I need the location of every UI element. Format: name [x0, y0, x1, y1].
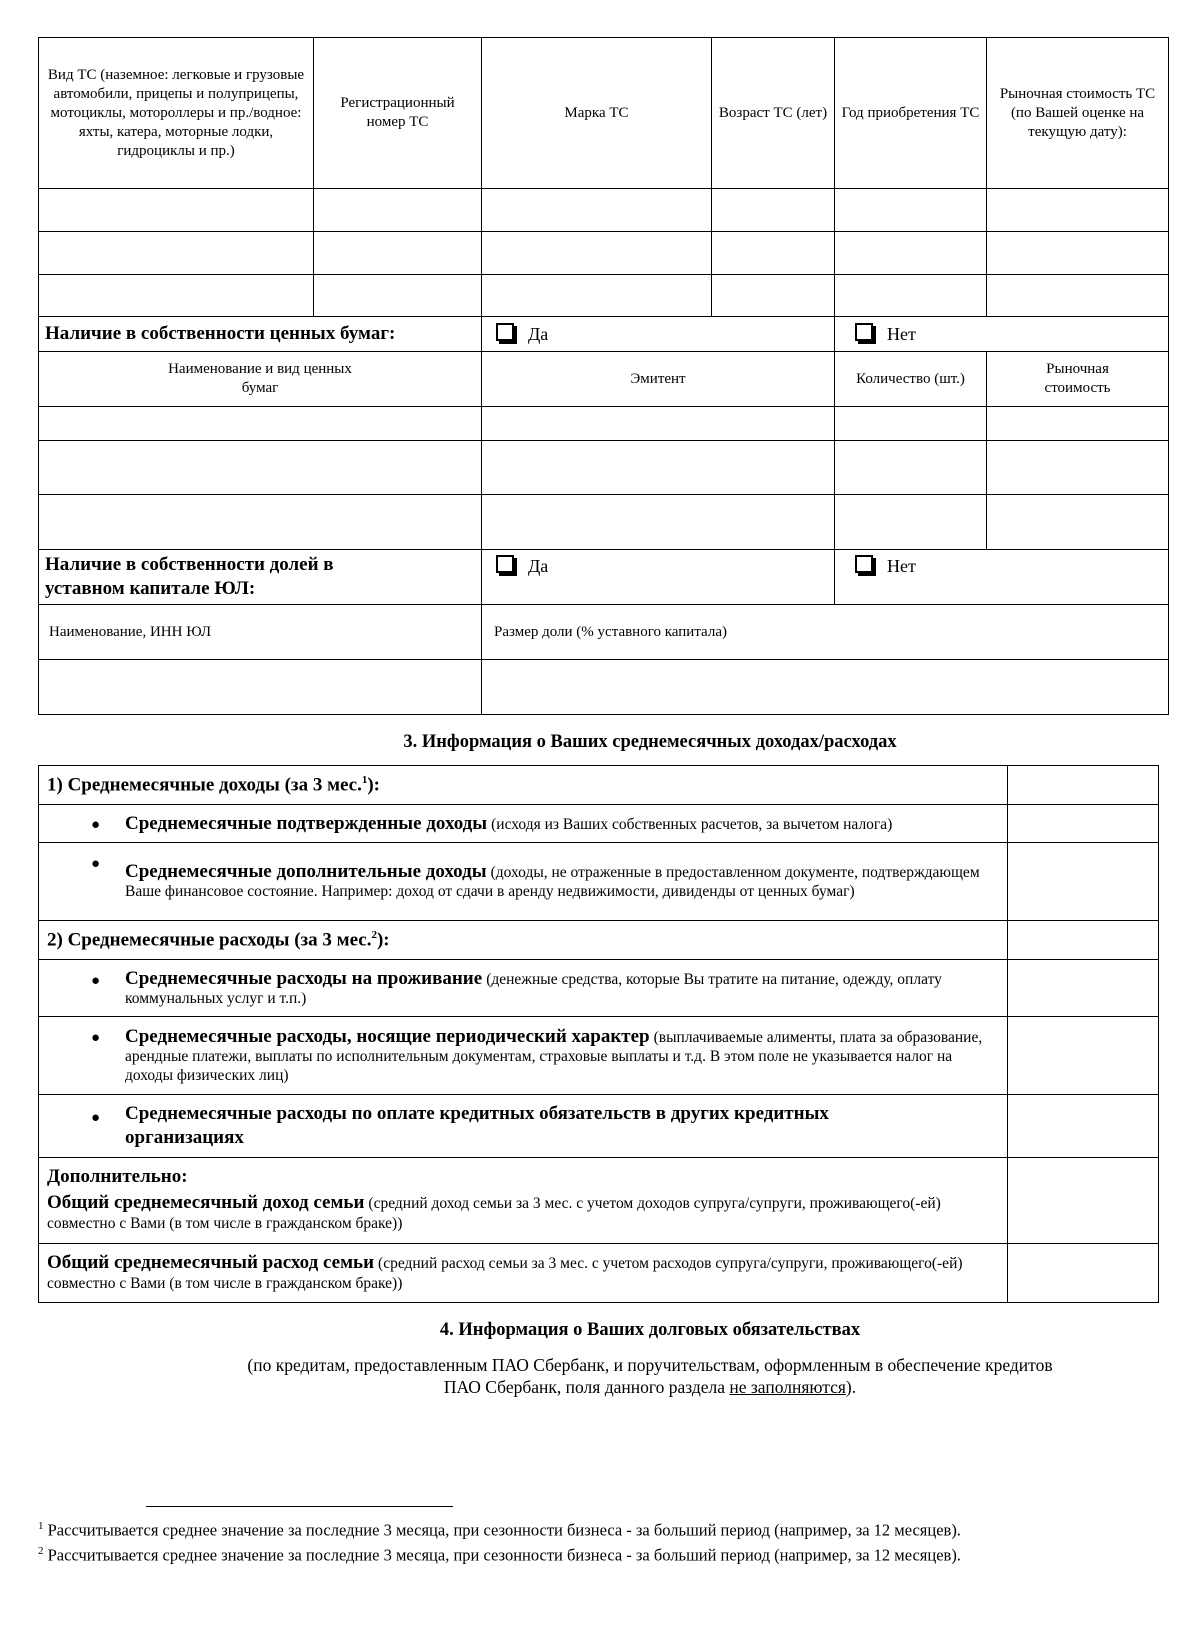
vehicle-age-header: Возраст ТС (лет) — [712, 38, 835, 189]
shares-row — [39, 660, 1169, 715]
securities-row — [39, 407, 1169, 441]
vehicle-reg-cell[interactable] — [314, 232, 482, 275]
income-value-cell[interactable] — [1008, 805, 1159, 843]
section4-note-underlined: не заполняются — [729, 1377, 846, 1397]
bullet-icon: ● — [91, 817, 101, 833]
vehicle-value-header: Рыночная стоимость ТС (по Вашей оценке на текущую дату): — [987, 38, 1169, 189]
vehicle-brand-cell[interactable] — [482, 275, 712, 317]
bullet-icon: ● — [91, 1110, 101, 1126]
footnote-2-text: Рассчитывается среднее значение за последние 3 месяца, при сезонности бизнеса - за больший период (например, за 12 месяцев). — [47, 1545, 961, 1565]
vehicle-type-cell[interactable] — [39, 232, 314, 275]
section4-note-post: ). — [845, 1377, 857, 1397]
securities-header-row — [39, 352, 1169, 407]
family-expense-row — [39, 1244, 1159, 1303]
expense-item-title: Среднемесячные расходы, носящие периодический характер — [125, 1025, 650, 1047]
shares-header-row — [39, 605, 1169, 660]
securities-value-cell[interactable] — [987, 495, 1169, 550]
expense-item-title: Среднемесячные расходы по оплате кредитных обязательств в других кредитных организациях — [125, 1103, 829, 1148]
expense-value-cell[interactable] — [1008, 960, 1159, 1017]
section4-note-line2 — [150, 1376, 1150, 1398]
securities-no-label: Нет — [887, 324, 916, 344]
income-item-note: (доходы, не отраженные в предоставленном документе, подтверждающем Ваше финансовое состояние. Например: доход от сдачи в аренду недвижимости, дивиденды от ценных бумаг) — [125, 864, 980, 900]
expense-item-note: (денежные средства, которые Вы тратите на питание, одежду, оплату коммунальных услуг и т.п.) — [125, 970, 942, 1007]
family-income-cell — [39, 1158, 1008, 1244]
vehicle-age-cell[interactable] — [712, 189, 835, 232]
vehicle-year-cell[interactable] — [835, 275, 987, 317]
vehicle-value-cell[interactable] — [987, 189, 1169, 232]
vehicle-brand-header: Марка ТС — [482, 38, 712, 189]
securities-qty-cell[interactable] — [835, 407, 987, 441]
vehicle-value-cell[interactable] — [987, 275, 1169, 317]
vehicle-year-header: Год приобретения ТС — [835, 38, 987, 189]
additional-heading: Дополнительно: — [47, 1166, 188, 1187]
securities-qty-header: Количество (шт.) — [835, 352, 987, 407]
securities-issuer-cell[interactable] — [482, 407, 835, 441]
income-expense-table — [38, 765, 1159, 1303]
vehicle-row — [39, 232, 1169, 275]
expense-total-cell[interactable] — [1008, 921, 1159, 960]
securities-ownership-row — [39, 317, 1169, 352]
income-item-title: Среднемесячные дополнительные доходы — [125, 861, 487, 882]
vehicle-value-cell[interactable] — [987, 232, 1169, 275]
income-value-cell[interactable] — [1008, 843, 1159, 921]
checkbox-icon[interactable] — [855, 323, 873, 341]
shares-name-cell[interactable] — [39, 660, 482, 715]
section4-note — [150, 1354, 1150, 1398]
vehicle-row — [39, 275, 1169, 317]
expense-heading-text: 2) Среднемесячные расходы (за 3 мес. — [47, 929, 372, 951]
footnote-2-mark: 2 — [38, 1545, 44, 1557]
assets-table — [38, 37, 1169, 715]
shares-no-option[interactable] — [835, 550, 1169, 605]
section4-title: 4. Информация о Ваших долговых обязательствах — [439, 1320, 861, 1340]
vehicle-age-cell[interactable] — [712, 232, 835, 275]
expense-item-row — [39, 960, 1159, 1017]
income-total-cell[interactable] — [1008, 766, 1159, 805]
securities-qty-cell[interactable] — [835, 441, 987, 495]
securities-issuer-cell[interactable] — [482, 441, 835, 495]
securities-row — [39, 441, 1169, 495]
income-item-row — [39, 843, 1159, 921]
vehicle-year-cell[interactable] — [835, 232, 987, 275]
shares-yes-label: Да — [528, 556, 549, 576]
income-head-row — [39, 766, 1159, 805]
expense-item-title: Среднемесячные расходы на проживание — [125, 967, 483, 989]
vehicle-type-cell[interactable] — [39, 189, 314, 232]
shares-no-label: Нет — [887, 556, 916, 576]
expense-item — [39, 1095, 1008, 1158]
footnote-2 — [38, 1545, 961, 1566]
family-expense-value-cell[interactable] — [1008, 1244, 1159, 1303]
vehicle-brand-cell[interactable] — [482, 232, 712, 275]
bullet-icon: ● — [91, 856, 101, 872]
family-expense-note: (средний расход семьи за 3 мес. с учетом расходов супруга/супруги, проживающего(-ей) совместно с Вами (в том числе в гражданском браке)) — [47, 1254, 963, 1292]
vehicle-type-cell[interactable] — [39, 275, 314, 317]
checkbox-icon[interactable] — [855, 555, 873, 573]
income-item-title: Среднемесячные подтвержденные доходы — [125, 812, 488, 834]
vehicle-row — [39, 189, 1169, 232]
footnote-separator — [146, 1506, 453, 1507]
income-heading-text: 1) Среднемесячные доходы (за 3 мес. — [47, 774, 362, 796]
shares-ownership-label: Наличие в собственности долей в уставном капитале ЮЛ: — [39, 550, 482, 605]
footnote-1-mark: 1 — [38, 1520, 44, 1532]
securities-row — [39, 495, 1169, 550]
securities-issuer-cell[interactable] — [482, 495, 835, 550]
securities-name-cell[interactable] — [39, 441, 482, 495]
family-income-note: (средний доход семьи за 3 мес. с учетом доходов супруга/супруги, проживающего(-ей) совместно с Вами (в том числе в гражданском браке)) — [47, 1195, 941, 1232]
securities-value-cell[interactable] — [987, 441, 1169, 495]
income-heading-tail: ): — [367, 774, 381, 796]
shares-size-header: Размер доли (% уставного капитала) — [482, 605, 1169, 660]
vehicle-year-cell[interactable] — [835, 189, 987, 232]
footnote-1-text: Рассчитывается среднее значение за последние 3 месяца, при сезонности бизнеса - за больший период (например, за 12 месяцев). — [47, 1520, 961, 1540]
section4-note-pre: ПАО Сбербанк, поля данного раздела — [443, 1377, 730, 1397]
securities-ownership-label: Наличие в собственности ценных бумаг: — [39, 317, 482, 352]
shares-yes-option[interactable] — [482, 550, 835, 605]
expense-value-cell[interactable] — [1008, 1095, 1159, 1158]
family-income-value-cell[interactable] — [1008, 1158, 1159, 1244]
securities-name-header: Наименование и вид ценных бумаг — [39, 352, 482, 407]
income-item-note: (исходя из Ваших собственных расчетов, за вычетом налога) — [491, 815, 893, 833]
vehicle-reg-number-header: Регистрационный номер ТС — [314, 38, 482, 189]
footnote-ref-2: 2 — [371, 928, 377, 941]
footnote-1 — [38, 1520, 961, 1541]
vehicle-reg-cell[interactable] — [314, 189, 482, 232]
vehicle-type-header: Вид ТС (наземное: легковые и грузовые автомобили, прицепы и полуприцепы, мотоциклы, мотороллеры и пр./водное: яхты, катера, моторные лодки, гидроциклы и пр.) — [39, 38, 314, 189]
family-expense-title: Общий среднемесячный расход семьи — [47, 1251, 375, 1273]
shares-name-header: Наименование, ИНН ЮЛ — [39, 605, 482, 660]
shares-ownership-row — [39, 550, 1169, 605]
expense-item — [39, 960, 1008, 1017]
checkbox-icon[interactable] — [496, 323, 514, 341]
income-item — [39, 843, 1008, 921]
expense-item-row — [39, 1095, 1159, 1158]
shares-size-cell[interactable] — [482, 660, 1169, 715]
bullet-icon: ● — [91, 973, 101, 989]
securities-name-cell[interactable] — [39, 495, 482, 550]
securities-value-cell[interactable] — [987, 407, 1169, 441]
vehicle-reg-cell[interactable] — [314, 275, 482, 317]
expense-item — [39, 1017, 1008, 1095]
vehicles-header-row — [39, 38, 1169, 189]
family-expense-cell — [39, 1244, 1008, 1303]
section3-title: 3. Информация о Ваших среднемесячных доходах/расходах — [403, 732, 897, 752]
securities-issuer-header: Эмитент — [482, 352, 835, 407]
securities-yes-option[interactable] — [482, 317, 835, 352]
expense-head-row — [39, 921, 1159, 960]
securities-value-header: Рыночная стоимость — [987, 352, 1169, 407]
income-item-row — [39, 805, 1159, 843]
section4-note-line1: (по кредитам, предоставленным ПАО Сбербанк, и поручительствам, оформленным в обеспечение кредитов — [247, 1355, 1053, 1375]
family-income-title: Общий среднемесячный доход семьи — [47, 1192, 365, 1213]
bullet-icon: ● — [91, 1030, 101, 1046]
expense-value-cell[interactable] — [1008, 1017, 1159, 1095]
vehicle-age-cell[interactable] — [712, 275, 835, 317]
expense-heading-tail: ): — [376, 929, 390, 951]
footnote-ref-1: 1 — [361, 773, 368, 786]
checkbox-icon[interactable] — [496, 555, 514, 573]
securities-yes-label: Да — [528, 324, 549, 344]
vehicle-brand-cell[interactable] — [482, 189, 712, 232]
family-income-row — [39, 1158, 1159, 1244]
expense-item-note: (выплачиваемые алименты, плата за образование, арендные платежи, выплаты по исполнительным документам, страховые выплаты и т.д. В этом поле не указывается налог на доходы физических лиц) — [125, 1028, 983, 1084]
expense-item-row — [39, 1017, 1159, 1095]
income-item — [39, 805, 1008, 843]
income-heading — [39, 766, 1008, 805]
securities-qty-cell[interactable] — [835, 495, 987, 550]
securities-no-option[interactable] — [835, 317, 1169, 352]
securities-name-cell[interactable] — [39, 407, 482, 441]
expense-heading — [39, 921, 1008, 960]
